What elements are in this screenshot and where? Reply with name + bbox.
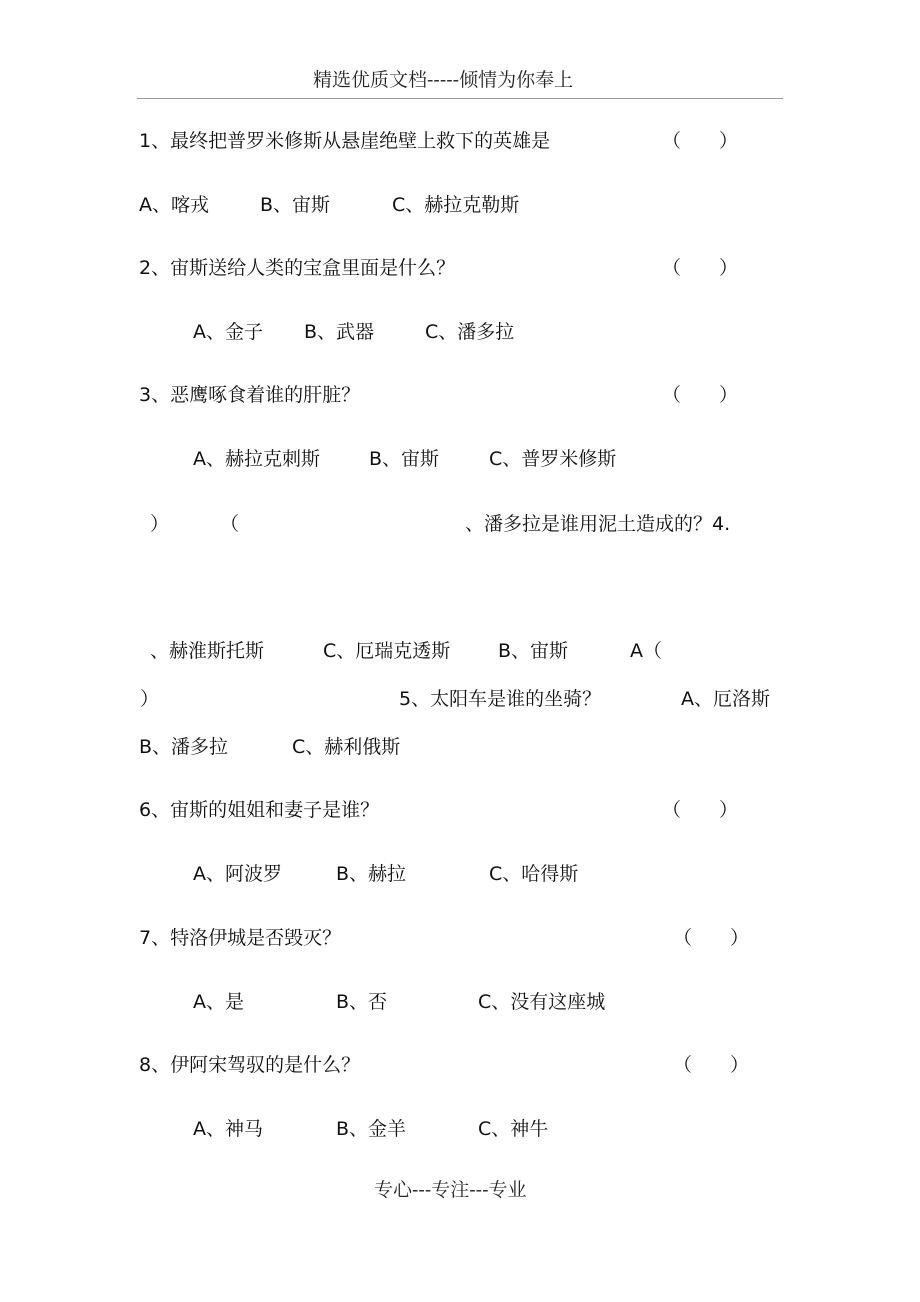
- q8-option-b: B、金羊: [336, 1118, 407, 1140]
- q7-answer-blank: （ ）: [673, 927, 750, 949]
- q8-option-a: A、神马: [193, 1118, 263, 1140]
- header-title: 精选优质文档-----倾情为你奉上: [313, 69, 574, 91]
- q6-stem: 6、宙斯的姐姐和妻子是谁？: [139, 799, 380, 821]
- q4-paren-close: ）: [150, 513, 170, 535]
- q3-option-c: C、普罗米修斯: [489, 448, 617, 470]
- q7-stem: 7、特洛伊城是否毁灭？: [139, 927, 342, 949]
- q1-answer-blank: （ ）: [662, 130, 739, 152]
- q8-option-c: C、神牛: [478, 1118, 549, 1140]
- q2-option-c: C、潘多拉: [425, 321, 515, 343]
- q4-option-b: B、宙斯: [498, 640, 569, 662]
- q4-option-c-label: C、厄瑞克透斯: [323, 640, 451, 662]
- q2-stem: 2、宙斯送给人类的宝盒里面是什么？: [139, 257, 456, 279]
- q4-option-a: 、赫淮斯托斯: [150, 640, 265, 662]
- q7-option-b: B、否: [336, 991, 388, 1013]
- q6-option-c: C、哈得斯: [489, 863, 579, 885]
- q2-answer-blank: （ ）: [662, 257, 739, 279]
- q6-option-a: A、阿波罗: [193, 863, 282, 885]
- q5-option-a: A、厄洛斯: [681, 688, 770, 710]
- q4-stem: 、潘多拉是谁用泥土造成的？4.: [465, 513, 731, 535]
- q4-paren-open: （: [220, 513, 240, 535]
- q2-option-a: A、金子: [193, 321, 263, 343]
- q3-answer-blank: （ ）: [662, 384, 739, 406]
- q7-option-a: A、是: [193, 991, 244, 1013]
- q2-option-b: B、武器: [304, 321, 375, 343]
- q5-stem: 5、太阳车是谁的坐骑？: [399, 688, 602, 710]
- q5-paren-close: ）: [140, 688, 160, 710]
- q5-option-b: B、潘多拉: [139, 736, 229, 758]
- page-footer: 专心---专注---专业: [374, 1179, 527, 1201]
- q3-stem: 3、恶鹰啄食着谁的肝脏？: [139, 384, 361, 406]
- q1-option-a: A、喀戎: [139, 194, 209, 216]
- q1-option-c: C、赫拉克勒斯: [392, 194, 520, 216]
- q8-stem: 8、伊阿宋驾驭的是什么？: [139, 1054, 361, 1076]
- q6-answer-blank: （ ）: [662, 799, 739, 821]
- header-divider: [137, 98, 783, 99]
- q7-option-c: C、没有这座城: [478, 991, 606, 1013]
- q1-option-b: B、宙斯: [260, 194, 331, 216]
- q3-option-b: B、宙斯: [369, 448, 440, 470]
- q4-option-a-label: A（: [630, 640, 662, 662]
- q1-stem: 1、最终把普罗米修斯从悬崖绝壁上救下的英雄是: [139, 130, 551, 152]
- q8-answer-blank: （ ）: [673, 1054, 750, 1076]
- q5-option-c: C、赫利俄斯: [292, 736, 401, 758]
- q6-option-b: B、赫拉: [336, 863, 407, 885]
- q3-option-a: A、赫拉克刺斯: [193, 448, 320, 470]
